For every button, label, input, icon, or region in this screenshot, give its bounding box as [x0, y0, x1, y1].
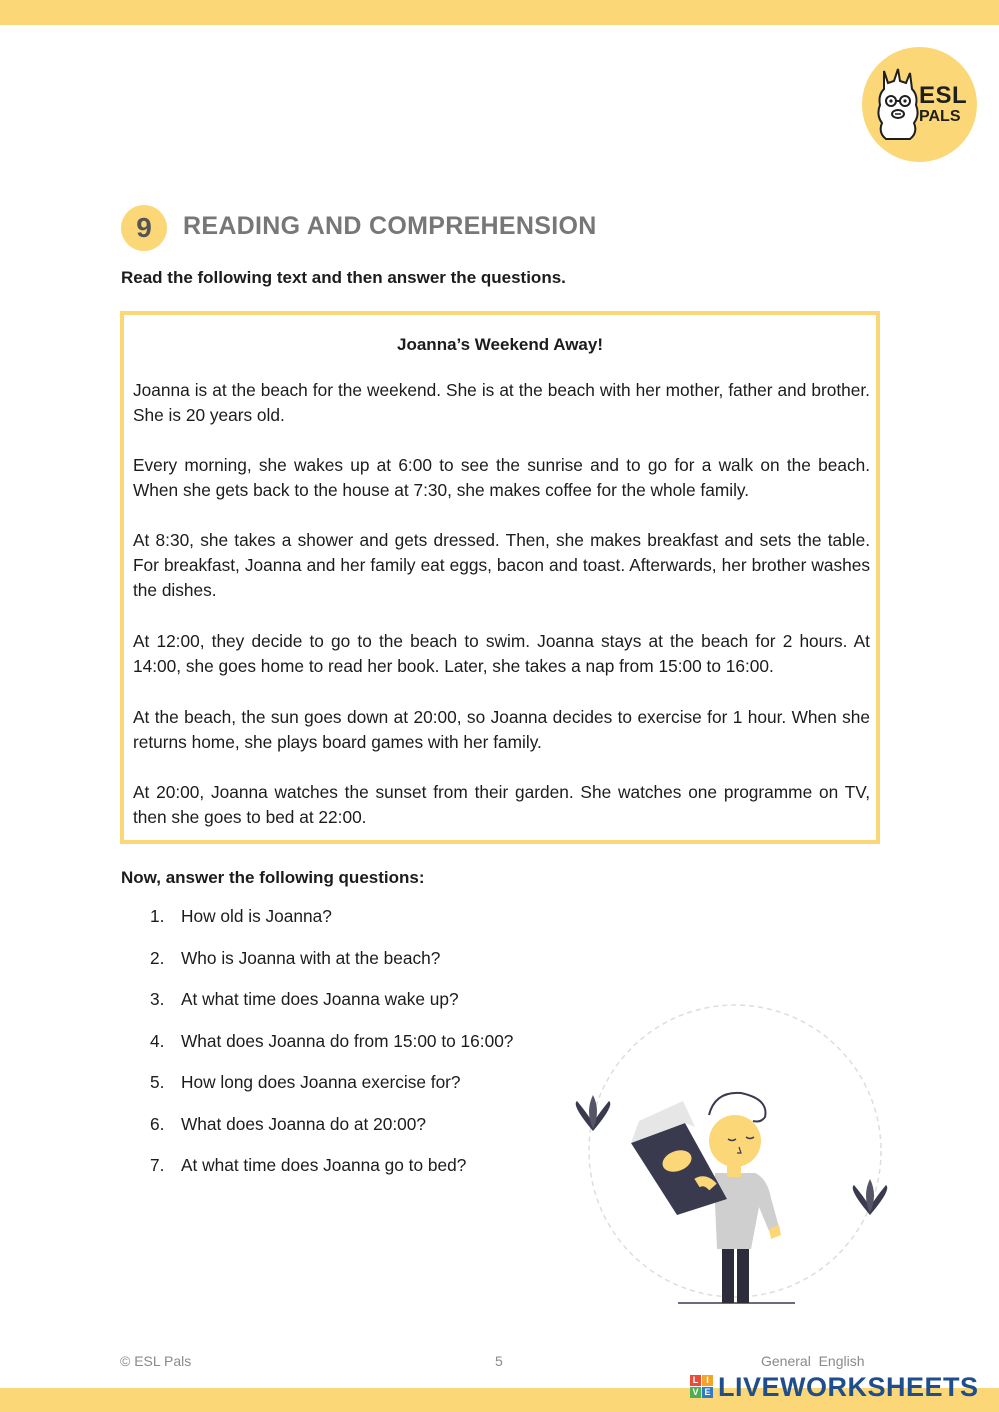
question-text: What does Joanna do at 20:00?	[181, 1114, 427, 1134]
question-text: What does Joanna do from 15:00 to 16:00?	[181, 1031, 514, 1051]
question-item	[150, 1072, 461, 1093]
question-item	[150, 906, 332, 927]
top-accent-band	[0, 0, 999, 25]
story-paragraph: At 20:00, Joanna watches the sunset from their garden. She watches one programme on TV, then she goes to bed at 22:00.	[133, 782, 870, 827]
story-title: Joanna’s Weekend Away!	[397, 335, 603, 354]
question-number: 1.	[150, 906, 165, 926]
liveworksheets-text: LIVEWORKSHEETS	[718, 1372, 979, 1402]
question-number: 5.	[150, 1072, 165, 1092]
plant-icon	[576, 1095, 611, 1131]
question-item	[150, 948, 440, 969]
liveworksheets-icon	[690, 1375, 714, 1399]
story-paragraph: Joanna is at the beach for the weekend. She is at the beach with her mother, father and brother. She is 20 years old.	[133, 380, 870, 425]
instruction-text: Read the following text and then answer the questions.	[121, 268, 566, 287]
question-item	[150, 1155, 466, 1176]
question-item	[150, 1114, 426, 1135]
section-title: READING AND COMPREHENSION	[183, 212, 597, 240]
esl-pals-logo	[862, 47, 977, 162]
question-number: 6.	[150, 1114, 165, 1134]
question-item	[150, 1031, 513, 1052]
book-icon	[631, 1101, 727, 1215]
story-paragraph: At 8:30, she takes a shower and gets dressed. Then, she makes breakfast and sets the table. For breakfast, Joanna and her family eat eggs, bacon and toast. Afterwards, her brother washes the dishes.	[133, 530, 870, 600]
section-number-badge: 9	[121, 205, 167, 251]
question-text: At what time does Joanna go to bed?	[181, 1155, 467, 1175]
llama-icon	[872, 65, 924, 145]
question-number: 2.	[150, 948, 165, 968]
footer-copyright: © ESL Pals	[120, 1353, 192, 1369]
logo-line-2: PALS	[919, 108, 961, 125]
logo-line-1: ESL	[919, 82, 968, 109]
question-text: How old is Joanna?	[181, 906, 332, 926]
icon-letter: V	[690, 1387, 701, 1398]
story-paragraph: At the beach, the sun goes down at 20:00, so Joanna decides to exercise for 1 hour. When she returns home, she plays board games with her family.	[133, 707, 870, 752]
question-text: How long does Joanna exercise for?	[181, 1072, 461, 1092]
plant-icon	[853, 1179, 888, 1215]
footer-page-number: 5	[495, 1353, 503, 1369]
question-text: Who is Joanna with at the beach?	[181, 948, 441, 968]
icon-letter: I	[702, 1375, 713, 1386]
question-number: 3.	[150, 989, 165, 1009]
story-paragraph: Every morning, she wakes up at 6:00 to see the sunrise and to go for a walk on the beach. When she gets back to the house at 7:30, she makes coffee for the whole family.	[133, 455, 870, 500]
story-paragraph: At 12:00, they decide to go to the beach to swim. Joanna stays at the beach for 2 hours. At 14:00, she goes home to read her book. Later, she takes a nap from 15:00 to 16:00.	[133, 631, 870, 676]
question-number: 7.	[150, 1155, 165, 1175]
footer-category: General English	[761, 1353, 865, 1369]
reading-person-illustration	[565, 1003, 895, 1313]
logo-text	[919, 84, 967, 125]
questions-heading: Now, answer the following questions:	[121, 868, 425, 887]
icon-letter: E	[702, 1387, 713, 1398]
question-item	[150, 989, 459, 1010]
question-number: 4.	[150, 1031, 165, 1051]
question-text: At what time does Joanna wake up?	[181, 989, 459, 1009]
story-box	[120, 311, 880, 844]
icon-letter: L	[690, 1375, 701, 1386]
